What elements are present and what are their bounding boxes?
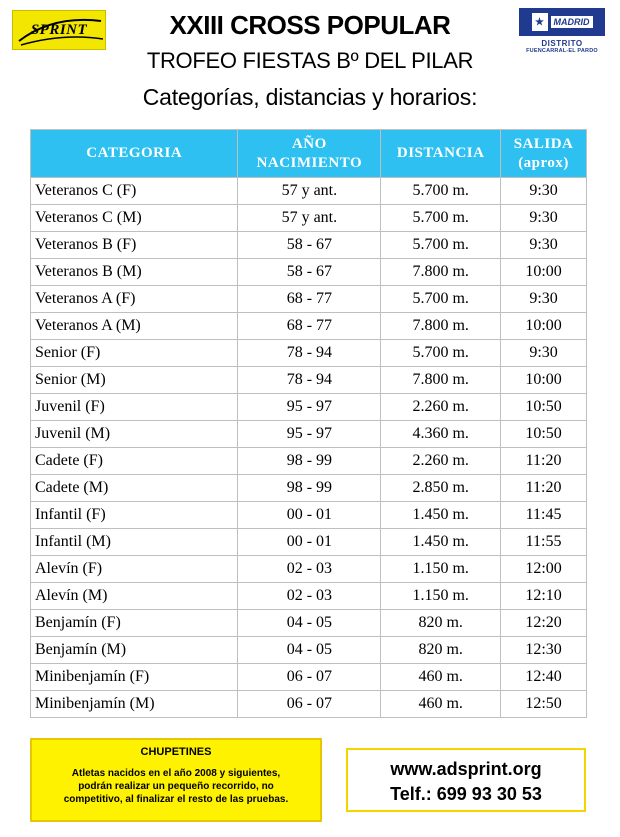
table-row xyxy=(31,448,587,475)
table-row xyxy=(31,583,587,610)
cell-ano-nacimiento: 06 - 07 xyxy=(238,664,381,691)
chupetines-line: Atletas nacidos en el año 2008 y siguientes, xyxy=(71,768,281,779)
cell-categoria: Cadete (M) xyxy=(31,475,238,502)
cell-categoria: Minibenjamín (F) xyxy=(31,664,238,691)
cell-distancia: 1.150 m. xyxy=(381,556,501,583)
table-row xyxy=(31,691,587,718)
page-subtitle: TROFEO FIESTAS Bº DEL PILAR xyxy=(146,48,474,73)
table-row xyxy=(31,637,587,664)
cell-categoria: Veteranos C (M) xyxy=(31,205,238,232)
chupetines-line: competitivo, al finalizar el resto de las pruebas. xyxy=(63,794,289,805)
cell-salida: 11:20 xyxy=(501,475,587,502)
cell-categoria: Benjamín (F) xyxy=(31,610,238,637)
cell-salida: 12:50 xyxy=(501,691,587,718)
cell-salida: 9:30 xyxy=(501,205,587,232)
cell-distancia: 2.260 m. xyxy=(381,448,501,475)
cell-ano-nacimiento: 58 - 67 xyxy=(238,259,381,286)
madrid-word: MADRID xyxy=(551,16,593,28)
cell-salida: 10:00 xyxy=(501,313,587,340)
cell-ano-nacimiento: 68 - 77 xyxy=(238,313,381,340)
cell-categoria: Juvenil (F) xyxy=(31,394,238,421)
cell-distancia: 460 m. xyxy=(381,664,501,691)
table-row xyxy=(31,205,587,232)
table-row xyxy=(31,340,587,367)
cell-ano-nacimiento: 98 - 99 xyxy=(238,475,381,502)
cell-ano-nacimiento: 02 - 03 xyxy=(238,583,381,610)
column-header-line: SALIDA xyxy=(513,135,574,152)
cell-distancia: 820 m. xyxy=(381,637,501,664)
madrid-crest-icon: ★ xyxy=(532,13,548,31)
cell-salida: 10:50 xyxy=(501,394,587,421)
cell-categoria: Infantil (M) xyxy=(31,529,238,556)
cell-salida: 12:20 xyxy=(501,610,587,637)
section-heading: Categorías, distancias y horarios: xyxy=(142,84,478,110)
cell-distancia: 5.700 m. xyxy=(381,232,501,259)
cell-categoria: Veteranos A (M) xyxy=(31,313,238,340)
table-row xyxy=(31,394,587,421)
cell-ano-nacimiento: 95 - 97 xyxy=(238,421,381,448)
table-row xyxy=(31,313,587,340)
table-row xyxy=(31,610,587,637)
cell-distancia: 7.800 m. xyxy=(381,313,501,340)
cell-ano-nacimiento: 78 - 94 xyxy=(238,340,381,367)
cell-distancia: 2.260 m. xyxy=(381,394,501,421)
table-row xyxy=(31,286,587,313)
cell-ano-nacimiento: 04 - 05 xyxy=(238,610,381,637)
cell-categoria: Senior (M) xyxy=(31,367,238,394)
cell-salida: 11:45 xyxy=(501,502,587,529)
chupetines-title: CHUPETINES xyxy=(140,746,212,758)
cell-salida: 9:30 xyxy=(501,232,587,259)
cell-salida: 10:00 xyxy=(501,367,587,394)
cell-categoria: Alevín (M) xyxy=(31,583,238,610)
chupetines-line: podrán realizar un pequeño recorrido, no xyxy=(78,781,274,792)
page-title: XXIII CROSS POPULAR xyxy=(169,10,451,40)
column-header-line: DISTANCIA xyxy=(396,145,485,161)
cell-categoria: Veteranos B (M) xyxy=(31,259,238,286)
table-row xyxy=(31,664,587,691)
table-row xyxy=(31,232,587,259)
cell-categoria: Minibenjamín (M) xyxy=(31,691,238,718)
cell-distancia: 4.360 m. xyxy=(381,421,501,448)
cell-categoria: Infantil (F) xyxy=(31,502,238,529)
cell-categoria: Cadete (F) xyxy=(31,448,238,475)
cell-ano-nacimiento: 95 - 97 xyxy=(238,394,381,421)
cell-salida: 9:30 xyxy=(501,340,587,367)
cell-categoria: Veteranos B (F) xyxy=(31,232,238,259)
contact-box xyxy=(346,748,586,812)
column-header-line: CATEGORIA xyxy=(86,145,183,161)
cell-ano-nacimiento: 57 y ant. xyxy=(238,205,381,232)
cell-distancia: 5.700 m. xyxy=(381,205,501,232)
sprint-logo-text: SPRINT xyxy=(30,21,88,38)
table-row xyxy=(31,556,587,583)
cell-categoria: Senior (F) xyxy=(31,340,238,367)
cell-ano-nacimiento: 68 - 77 xyxy=(238,286,381,313)
chupetines-text xyxy=(32,767,320,806)
table-row xyxy=(31,259,587,286)
table-row xyxy=(31,475,587,502)
cell-ano-nacimiento: 00 - 01 xyxy=(238,529,381,556)
cell-salida: 12:00 xyxy=(501,556,587,583)
table-body xyxy=(31,178,587,718)
cell-distancia: 5.700 m. xyxy=(381,286,501,313)
phone-number: Telf.: 699 93 30 53 xyxy=(390,784,542,804)
column-header-salida xyxy=(501,130,587,178)
column-header-distancia xyxy=(381,130,501,178)
website-link[interactable]: www.adsprint.org xyxy=(390,759,542,779)
table-row xyxy=(31,421,587,448)
table-row xyxy=(31,529,587,556)
cell-ano-nacimiento: 57 y ant. xyxy=(238,178,381,205)
cell-ano-nacimiento: 00 - 01 xyxy=(238,502,381,529)
cell-distancia: 5.700 m. xyxy=(381,340,501,367)
table-row xyxy=(31,367,587,394)
cell-ano-nacimiento: 04 - 05 xyxy=(238,637,381,664)
cell-ano-nacimiento: 78 - 94 xyxy=(238,367,381,394)
cell-salida: 11:55 xyxy=(501,529,587,556)
cell-salida: 10:00 xyxy=(501,259,587,286)
cell-salida: 11:20 xyxy=(501,448,587,475)
chupetines-note xyxy=(30,738,322,822)
column-header-line: NACIMIENTO xyxy=(256,154,363,171)
distrito-name: FUENCARRAL-EL PARDO xyxy=(526,48,598,54)
cell-distancia: 2.850 m. xyxy=(381,475,501,502)
cell-ano-nacimiento: 58 - 67 xyxy=(238,232,381,259)
cell-categoria: Benjamín (M) xyxy=(31,637,238,664)
cell-categoria: Veteranos A (F) xyxy=(31,286,238,313)
cell-categoria: Juvenil (M) xyxy=(31,421,238,448)
cell-ano-nacimiento: 06 - 07 xyxy=(238,691,381,718)
cell-distancia: 460 m. xyxy=(381,691,501,718)
table-row xyxy=(31,178,587,205)
cell-distancia: 1.150 m. xyxy=(381,583,501,610)
column-header-line: (aprox) xyxy=(518,154,569,171)
table-header-row xyxy=(31,130,587,178)
column-header-ano-nacimiento xyxy=(238,130,381,178)
cell-salida: 9:30 xyxy=(501,178,587,205)
column-header-line: AÑO xyxy=(291,135,327,152)
cell-salida: 10:50 xyxy=(501,421,587,448)
cell-distancia: 1.450 m. xyxy=(381,529,501,556)
cell-salida: 12:30 xyxy=(501,637,587,664)
categories-table xyxy=(30,129,587,718)
cell-salida: 12:40 xyxy=(501,664,587,691)
cell-distancia: 7.800 m. xyxy=(381,259,501,286)
table-row xyxy=(31,502,587,529)
cell-distancia: 820 m. xyxy=(381,610,501,637)
cell-salida: 9:30 xyxy=(501,286,587,313)
column-header-categoria xyxy=(31,130,238,178)
cell-distancia: 7.800 m. xyxy=(381,367,501,394)
cell-ano-nacimiento: 98 - 99 xyxy=(238,448,381,475)
cell-categoria: Veteranos C (F) xyxy=(31,178,238,205)
cell-distancia: 5.700 m. xyxy=(381,178,501,205)
cell-categoria: Alevín (F) xyxy=(31,556,238,583)
cell-ano-nacimiento: 02 - 03 xyxy=(238,556,381,583)
cell-distancia: 1.450 m. xyxy=(381,502,501,529)
distrito-label: DISTRITO xyxy=(541,39,583,48)
cell-salida: 12:10 xyxy=(501,583,587,610)
